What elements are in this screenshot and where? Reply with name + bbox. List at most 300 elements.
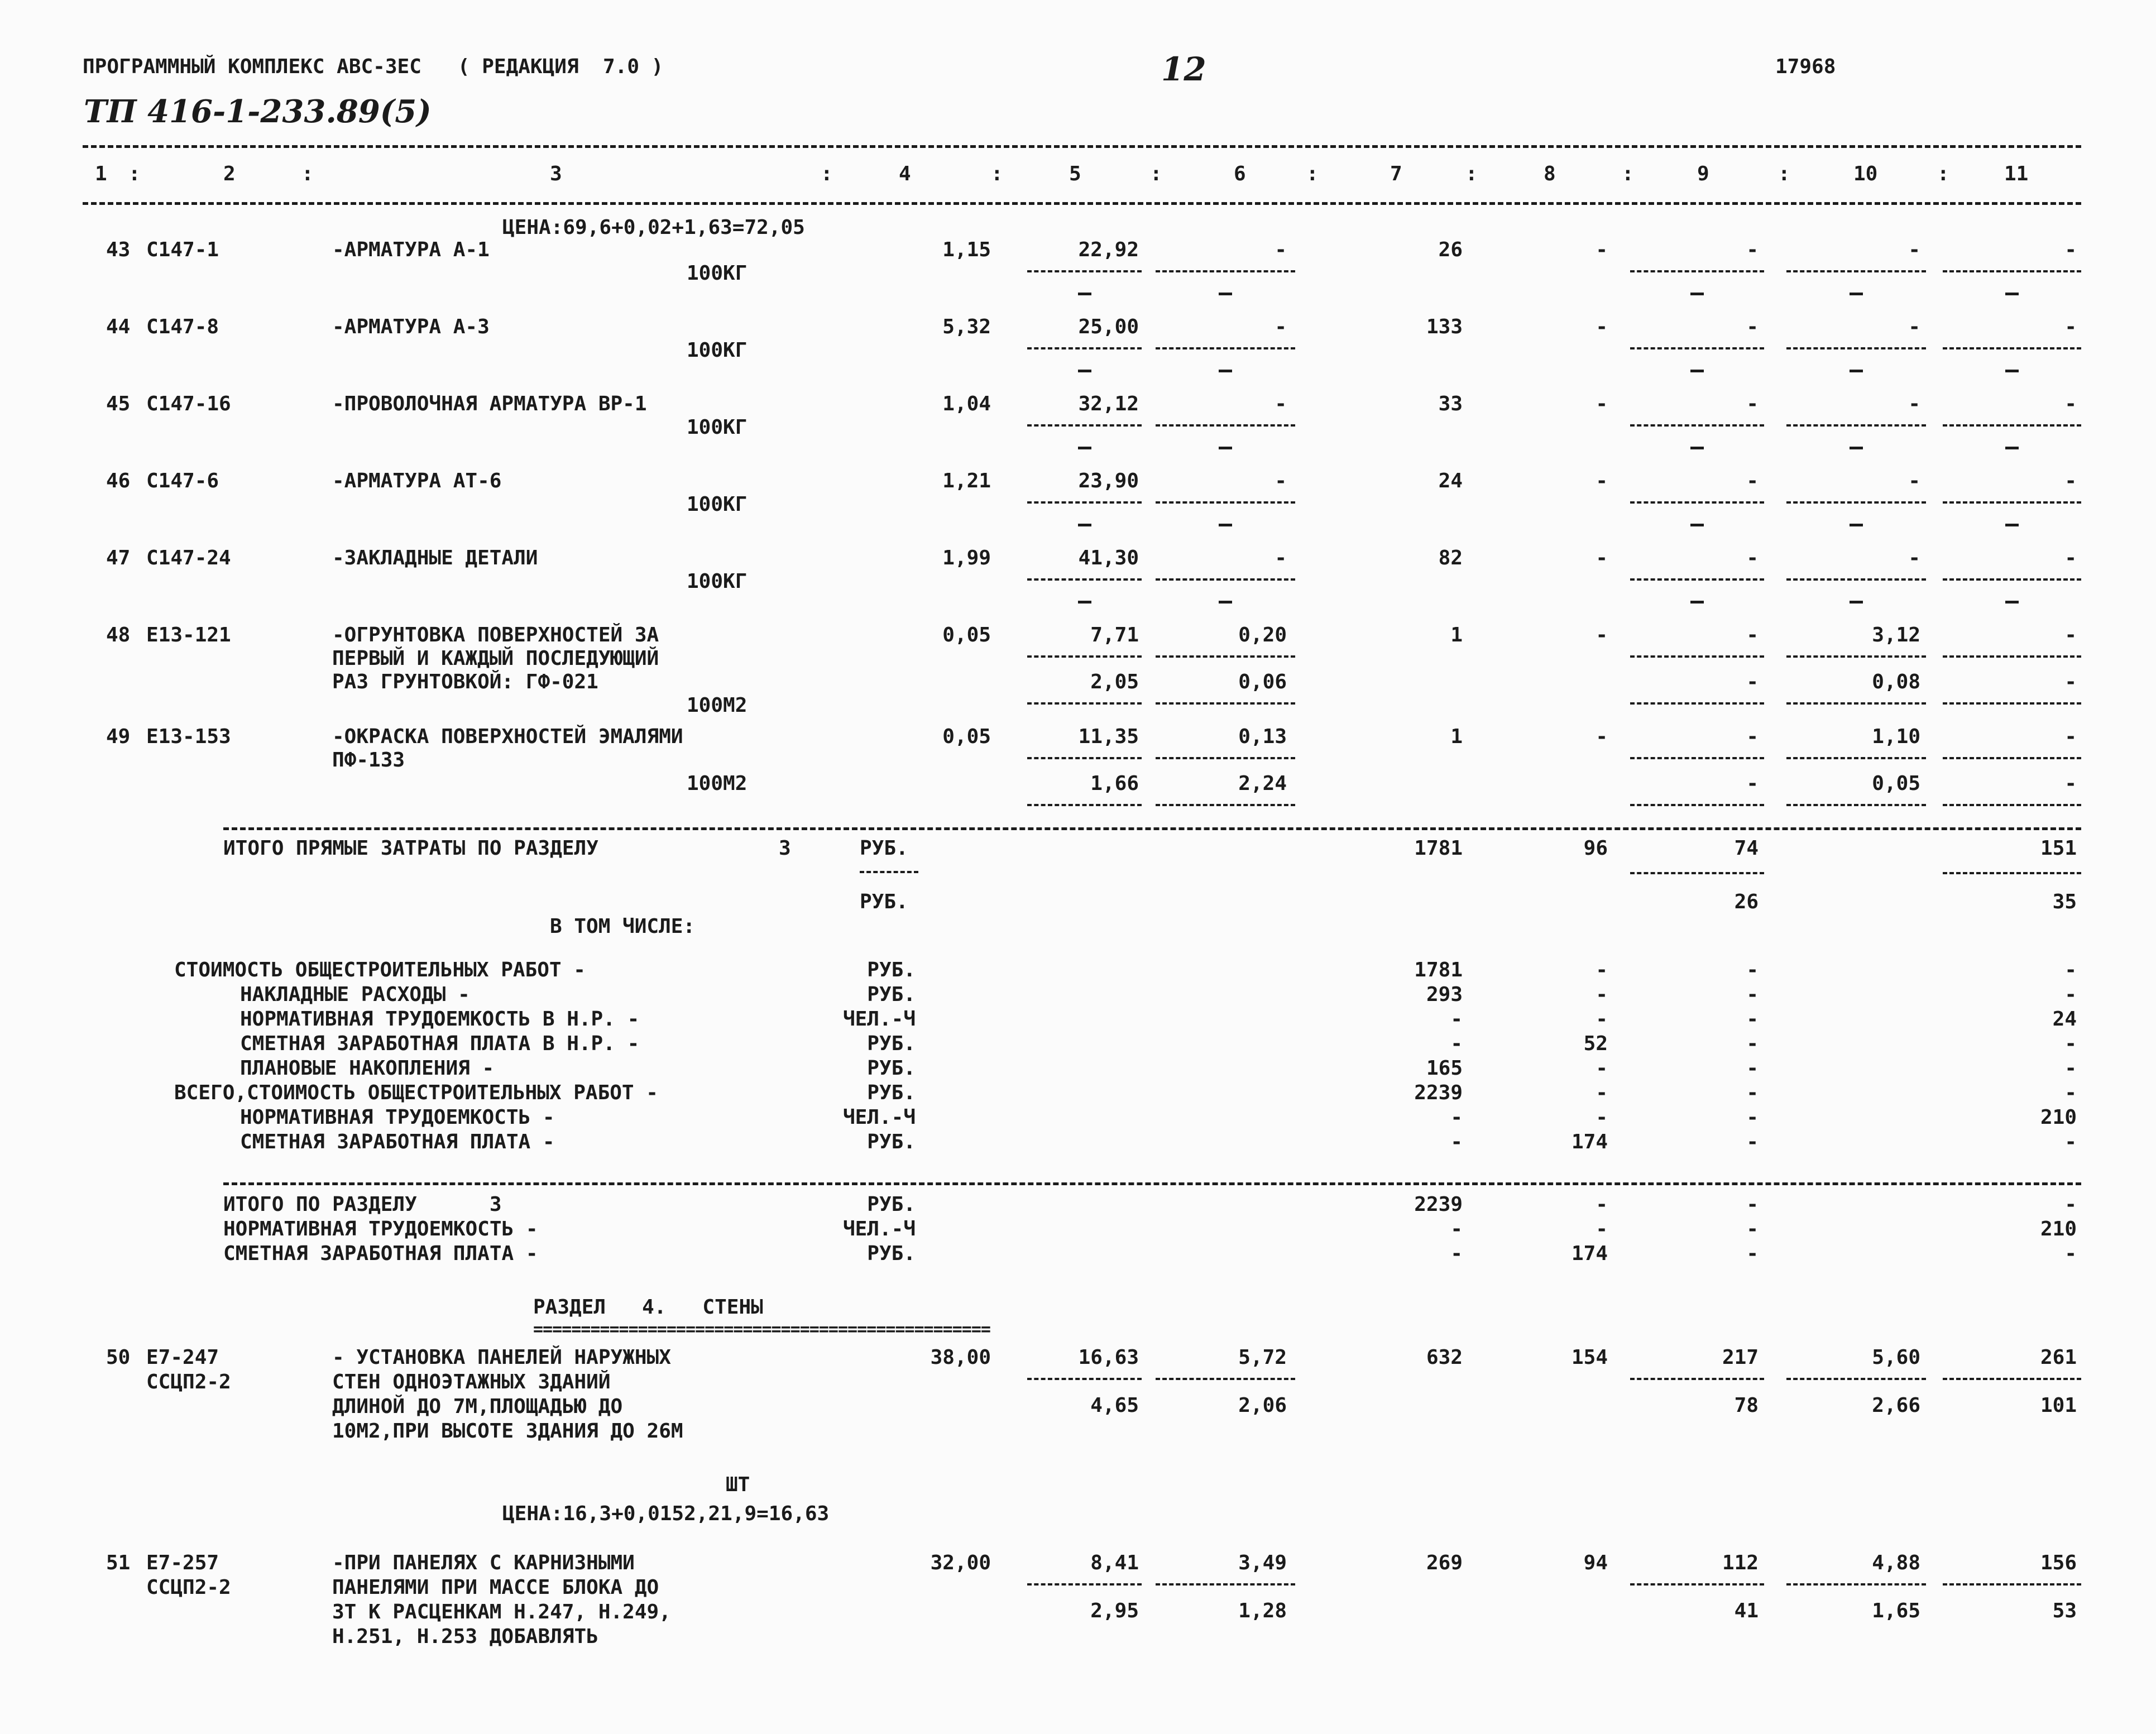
empty-dash [2005, 293, 2019, 295]
item-name: -АРМАТУРА АТ-6 [332, 470, 502, 492]
item-number: 49 [106, 725, 131, 748]
cell-c10b: 2,66 [1872, 1394, 1920, 1417]
cell-c7: 82 [1438, 547, 1463, 569]
cell-c8: - [1596, 238, 1608, 261]
cell-c9: - [1746, 725, 1759, 748]
cell-c11b: - [2064, 670, 2077, 693]
summary-label: ИТОГО ПО РАЗДЕЛУ 3 [223, 1193, 502, 1216]
underline-c9 [1630, 347, 1764, 349]
item-number: 43 [106, 238, 131, 261]
col-sep: : [301, 162, 314, 185]
item-50-unit: ШТ [726, 1473, 750, 1496]
col-2: 2 [223, 162, 236, 185]
cell-c9: - [1746, 624, 1759, 646]
empty-dash [1078, 293, 1091, 295]
summary-c9: - [1746, 983, 1759, 1006]
summary-unit: РУБ. [867, 1057, 916, 1080]
empty-dash [1219, 370, 1232, 372]
document-number: 17968 [1775, 55, 1836, 78]
cell-c5b: 2,05 [1090, 670, 1139, 693]
underline-c9 [1630, 1583, 1764, 1585]
empty-dash [1219, 293, 1232, 295]
summary-c7: 2239 [1414, 1081, 1463, 1104]
cell-c8: - [1596, 547, 1608, 569]
summary-unit: РУБ. [867, 959, 916, 981]
summary-c9: - [1746, 1131, 1759, 1153]
cell-c5: 22,92 [1078, 238, 1139, 261]
underline-c11 [1943, 578, 2081, 581]
summary-c8: - [1596, 1057, 1608, 1080]
item-unit: 100КГ [687, 416, 748, 439]
cell-c5: 23,90 [1078, 470, 1139, 492]
cell-c6: - [1275, 238, 1287, 261]
summary-c8: - [1596, 1106, 1608, 1129]
cell-c5b: 1,66 [1090, 772, 1139, 795]
summary-label: НАКЛАДНЫЕ РАСХОДЫ - [240, 983, 470, 1006]
cell-c9b: 78 [1734, 1394, 1759, 1417]
summary-c11: - [2064, 983, 2077, 1006]
summary-unit: РУБ. [867, 1131, 916, 1153]
cell-c8: 94 [1583, 1551, 1608, 1574]
summary-label: СМЕТНАЯ ЗАРАБОТНАЯ ПЛАТА В Н.Р. - [240, 1032, 640, 1055]
summary-c11: - [2064, 1081, 2077, 1104]
cell-c9b: - [1746, 772, 1759, 795]
underline-c5 [1027, 757, 1142, 759]
item-number: 51 [106, 1551, 131, 1574]
total-direct-section: 3 [779, 837, 791, 860]
item-name: ПЕРВЫЙ И КАЖДЫЙ ПОСЛЕДУЮЩИЙ [332, 647, 659, 670]
empty-dash [1690, 293, 1704, 295]
cell-c9: - [1746, 315, 1759, 338]
cell-qty: 0,05 [942, 624, 991, 646]
item-number: 46 [106, 470, 131, 492]
summary-c7: - [1450, 1008, 1463, 1031]
cell-c6b: 1,28 [1238, 1599, 1287, 1622]
col-1: 1 [95, 162, 107, 185]
item-number: 48 [106, 624, 131, 646]
cell-c5b: 2,95 [1090, 1599, 1139, 1622]
cell-c9: - [1746, 238, 1759, 261]
cell-c9b: 41 [1734, 1599, 1759, 1622]
cell-c11: - [2064, 238, 2077, 261]
summary-c7: 165 [1426, 1057, 1463, 1080]
summary-label: СМЕТНАЯ ЗАРАБОТНАЯ ПЛАТА - [223, 1242, 538, 1265]
summary-c9: - [1746, 959, 1759, 981]
item-name: -ОКРАСКА ПОВЕРХНОСТЕЙ ЭМАЛЯМИ [332, 725, 683, 748]
underline-c10 [1786, 578, 1926, 581]
section-4-underline: ================================================ [533, 1320, 990, 1339]
summary-label: НОРМАТИВНАЯ ТРУДОЕМКОСТЬ - [223, 1218, 538, 1240]
summary-label: НОРМАТИВНАЯ ТРУДОЕМКОСТЬ - [240, 1106, 555, 1129]
cell-c6: 5,72 [1238, 1346, 1287, 1369]
empty-dash [1850, 370, 1863, 372]
underline-c5 [1027, 702, 1142, 705]
section-total-rule [223, 1182, 2081, 1185]
unit-underline [860, 871, 918, 873]
cell-qty: 0,05 [942, 725, 991, 748]
item-code: С147-16 [146, 392, 231, 415]
cell-c7: 33 [1438, 392, 1463, 415]
cell-c6: - [1275, 392, 1287, 415]
underline-c11 [1943, 1583, 2081, 1585]
empty-dash [1219, 601, 1232, 603]
col-6: 6 [1234, 162, 1246, 185]
cell-c11: - [2064, 392, 2077, 415]
summary-c8: 52 [1583, 1032, 1608, 1055]
underline-c9 [1630, 501, 1764, 504]
item-name: РАЗ ГРУНТОВКОЙ: ГФ-021 [332, 670, 598, 693]
summary-unit: ЧЕЛ.-Ч [842, 1106, 916, 1129]
underline-c10 [1786, 757, 1926, 759]
item-name: - УСТАНОВКА ПАНЕЛЕЙ НАРУЖНЫХ [332, 1346, 671, 1369]
summary-unit: РУБ. [867, 1081, 916, 1104]
item-50-price: ЦЕНА:16,3+0,0152,21,9=16,63 [502, 1502, 830, 1525]
col-sep: : [1622, 162, 1634, 185]
cell-qty: 1,15 [942, 238, 991, 261]
cell-c7: 1 [1450, 624, 1463, 646]
underline-c9 [1630, 804, 1764, 806]
underline-c11 [1943, 424, 2081, 427]
cell-c11: - [2064, 470, 2077, 492]
cell-c9b: - [1746, 670, 1759, 693]
cell-c9: 217 [1722, 1346, 1759, 1369]
underline-c11 [1943, 1378, 2081, 1380]
cell-c6: 0,20 [1238, 624, 1287, 646]
summary-c9: - [1746, 1081, 1759, 1104]
underline-c10 [1786, 804, 1926, 806]
col-3: 3 [550, 162, 562, 185]
item-name: -ПРОВОЛОЧНАЯ АРМАТУРА ВР-1 [332, 392, 647, 415]
cell-c10: - [1908, 392, 1920, 415]
underline-c5 [1027, 347, 1142, 349]
empty-dash [1850, 601, 1863, 603]
item-number: 47 [106, 547, 131, 569]
col-sep: : [991, 162, 1003, 185]
header-rule-top [83, 145, 2081, 148]
underline-c5 [1027, 501, 1142, 504]
empty-dash [1850, 524, 1863, 526]
cell-c6b: 2,24 [1238, 772, 1287, 795]
cell-c5: 32,12 [1078, 392, 1139, 415]
total-direct-c9: 74 [1734, 837, 1759, 860]
item-name: 3Т К РАСЦЕНКАМ Н.247, Н.249, [332, 1601, 671, 1623]
cell-c5: 8,41 [1090, 1551, 1139, 1574]
item-unit: 100КГ [687, 339, 748, 362]
item-name: -ПРИ ПАНЕЛЯХ С КАРНИЗНЫМИ [332, 1551, 635, 1574]
underline-c9 [1630, 270, 1764, 272]
underline-c10 [1786, 424, 1926, 427]
summary-c9: - [1746, 1106, 1759, 1129]
summary-unit: РУБ. [867, 1032, 916, 1055]
underline-c5 [1027, 1378, 1142, 1380]
empty-dash [1219, 447, 1232, 449]
header-rule-bottom [83, 202, 2081, 205]
cell-c11b: 53 [2052, 1599, 2077, 1622]
cell-c6b: 0,06 [1238, 670, 1287, 693]
summary-c7: - [1450, 1242, 1463, 1265]
empty-dash [1078, 370, 1091, 372]
underline-c5 [1027, 424, 1142, 427]
item-code: Е7-257 [146, 1551, 219, 1574]
cell-c10: - [1908, 315, 1920, 338]
item-unit: 100КГ [687, 262, 748, 285]
col-sep: : [1937, 162, 1949, 185]
item-name: ДЛИНОЙ ДО 7М,ПЛОЩАДЬЮ ДО [332, 1395, 623, 1418]
total-rule [223, 827, 2081, 830]
c9-underline [1630, 872, 1764, 874]
col-5: 5 [1069, 162, 1081, 185]
cell-c9: 112 [1722, 1551, 1759, 1574]
col-sep: : [1465, 162, 1478, 185]
summary-c8: 174 [1571, 1131, 1608, 1153]
item-code-2: ССЦП2-2 [146, 1576, 231, 1599]
col-sep: : [128, 162, 141, 185]
underline-c11 [1943, 347, 2081, 349]
cell-c10: - [1908, 547, 1920, 569]
cell-c10: - [1908, 470, 1920, 492]
item-name: -ЗАКЛАДНЫЕ ДЕТАЛИ [332, 547, 538, 569]
total-direct-c8: 96 [1583, 837, 1608, 860]
underline-c5 [1027, 270, 1142, 272]
summary-c11: 210 [2040, 1106, 2077, 1129]
cell-c9: - [1746, 392, 1759, 415]
col-10: 10 [1853, 162, 1878, 185]
cell-qty: 1,04 [942, 392, 991, 415]
item-unit: 100М2 [687, 772, 748, 795]
total-direct-c7: 1781 [1414, 837, 1463, 860]
cell-c8: - [1596, 624, 1608, 646]
item-name: СТЕН ОДНОЭТАЖНЫХ ЗДАНИЙ [332, 1371, 611, 1393]
summary-unit: ЧЕЛ.-Ч [842, 1218, 916, 1240]
underline-c6 [1156, 347, 1295, 349]
cell-c9: - [1746, 547, 1759, 569]
cell-c5: 7,71 [1090, 624, 1139, 646]
col-sep: : [1306, 162, 1319, 185]
cell-c6: - [1275, 315, 1287, 338]
summary-c8: - [1596, 1218, 1608, 1240]
empty-dash [1850, 447, 1863, 449]
summary-c7: 293 [1426, 983, 1463, 1006]
underline-c5 [1027, 1583, 1142, 1585]
underline-c11 [1943, 655, 2081, 658]
empty-dash [1690, 524, 1704, 526]
cell-c8: - [1596, 315, 1608, 338]
item-code: Е7-247 [146, 1346, 219, 1369]
summary-c11: - [2064, 1193, 2077, 1216]
section-4-title: РАЗДЕЛ 4. СТЕНЫ [533, 1296, 763, 1319]
program-title: ПРОГРАММНЫЙ КОМПЛЕКС АВС-3ЕС ( РЕДАКЦИЯ 7.0 ) [83, 55, 664, 78]
cell-c11: 261 [2040, 1346, 2077, 1369]
empty-dash [1078, 601, 1091, 603]
empty-dash [1690, 601, 1704, 603]
underline-c6 [1156, 501, 1295, 504]
item-name: ПАНЕЛЯМИ ПРИ МАССЕ БЛОКА ДО [332, 1576, 659, 1599]
cell-c7: 632 [1426, 1346, 1463, 1369]
summary-c9: - [1746, 1032, 1759, 1055]
cell-c6b: 2,06 [1238, 1394, 1287, 1417]
empty-dash [1850, 293, 1863, 295]
cell-c8: - [1596, 392, 1608, 415]
underline-c6 [1156, 757, 1295, 759]
page-number: 12 [1161, 50, 1206, 88]
underline-c6 [1156, 578, 1295, 581]
cell-c11: - [2064, 315, 2077, 338]
project-code: ТП 416-1-233.89(5) [84, 93, 432, 130]
item-unit: 100КГ [687, 570, 748, 593]
total-direct-unit2: РУБ. [860, 890, 908, 913]
cell-c8: - [1596, 725, 1608, 748]
summary-c7: - [1450, 1131, 1463, 1153]
cell-c6: - [1275, 547, 1287, 569]
underline-c6 [1156, 804, 1295, 806]
summary-c11: 210 [2040, 1218, 2077, 1240]
cell-c11: 156 [2040, 1551, 2077, 1574]
cell-c10: 5,60 [1872, 1346, 1920, 1369]
cell-qty: 1,99 [942, 547, 991, 569]
cell-c11b: 101 [2040, 1394, 2077, 1417]
summary-c9: - [1746, 1057, 1759, 1080]
item-name: ПФ-133 [332, 749, 405, 772]
item-name: -АРМАТУРА А-3 [332, 315, 490, 338]
item-code: С147-24 [146, 547, 231, 569]
underline-c6 [1156, 1378, 1295, 1380]
cell-c7: 24 [1438, 470, 1463, 492]
underline-c5 [1027, 804, 1142, 806]
empty-dash [1078, 447, 1091, 449]
col-sep: : [1778, 162, 1790, 185]
summary-label: СТОИМОСТЬ ОБЩЕСТРОИТЕЛЬНЫХ РАБОТ - [174, 959, 586, 981]
cell-c5: 16,63 [1078, 1346, 1139, 1369]
underline-c9 [1630, 757, 1764, 759]
total-direct-c9b: 26 [1734, 890, 1759, 913]
summary-label: ПЛАНОВЫЕ НАКОПЛЕНИЯ - [240, 1057, 495, 1080]
summary-c7: 2239 [1414, 1193, 1463, 1216]
total-direct-c11b: 35 [2052, 890, 2077, 913]
cell-c6: 0,13 [1238, 725, 1287, 748]
item-code: С147-6 [146, 470, 219, 492]
empty-dash [2005, 370, 2019, 372]
summary-c8: - [1596, 959, 1608, 981]
summary-unit: РУБ. [867, 983, 916, 1006]
cell-c11: - [2064, 547, 2077, 569]
summary-c8: - [1596, 983, 1608, 1006]
cell-c11b: - [2064, 772, 2077, 795]
summary-c11: - [2064, 1131, 2077, 1153]
cell-c8: - [1596, 470, 1608, 492]
cell-c6: - [1275, 470, 1287, 492]
cell-c6: 3,49 [1238, 1551, 1287, 1574]
summary-c8: 174 [1571, 1242, 1608, 1265]
cell-c5: 25,00 [1078, 315, 1139, 338]
item-code: С147-8 [146, 315, 219, 338]
col-4: 4 [899, 162, 911, 185]
cell-c8: 154 [1571, 1346, 1608, 1369]
summary-c7: - [1450, 1218, 1463, 1240]
cell-qty: 1,21 [942, 470, 991, 492]
col-sep: : [821, 162, 833, 185]
empty-dash [1078, 524, 1091, 526]
price-formula: ЦЕНА:69,6+0,02+1,63=72,05 [502, 216, 805, 239]
col-9: 9 [1697, 162, 1709, 185]
cell-qty: 38,00 [930, 1346, 991, 1369]
col-sep: : [1150, 162, 1162, 185]
underline-c10 [1786, 1583, 1926, 1585]
summary-c11: - [2064, 1032, 2077, 1055]
underline-c10 [1786, 655, 1926, 658]
cell-c10: 1,10 [1872, 725, 1920, 748]
c11-underline [1943, 872, 2081, 874]
item-unit: 100КГ [687, 493, 748, 516]
col-8: 8 [1544, 162, 1556, 185]
cell-c5b: 4,65 [1090, 1394, 1139, 1417]
cell-c10: 4,88 [1872, 1551, 1920, 1574]
cell-c7: 269 [1426, 1551, 1463, 1574]
summary-c9: - [1746, 1218, 1759, 1240]
summary-unit: РУБ. [867, 1242, 916, 1265]
underline-c11 [1943, 270, 2081, 272]
cell-c10b: 0,05 [1872, 772, 1920, 795]
summary-label: СМЕТНАЯ ЗАРАБОТНАЯ ПЛАТА - [240, 1131, 555, 1153]
total-direct-c11: 151 [2040, 837, 2077, 860]
underline-c10 [1786, 1378, 1926, 1380]
empty-dash [1690, 447, 1704, 449]
cell-c11: - [2064, 725, 2077, 748]
summary-c11: 24 [2052, 1008, 2077, 1031]
underline-c9 [1630, 1378, 1764, 1380]
cell-c10: 3,12 [1872, 624, 1920, 646]
item-name: -АРМАТУРА А-1 [332, 238, 490, 261]
underline-c5 [1027, 578, 1142, 581]
item-code: Е13-153 [146, 725, 231, 748]
cell-c5: 11,35 [1078, 725, 1139, 748]
summary-c8: - [1596, 1081, 1608, 1104]
underline-c10 [1786, 501, 1926, 504]
item-name: Н.251, Н.253 ДОБАВЛЯТЬ [332, 1625, 598, 1648]
underline-c6 [1156, 270, 1295, 272]
total-direct-label: ИТОГО ПРЯМЫЕ ЗАТРАТЫ ПО РАЗДЕЛУ [223, 837, 598, 860]
total-direct-unit: РУБ. [860, 837, 908, 860]
summary-c9: - [1746, 1008, 1759, 1031]
cell-c10: - [1908, 238, 1920, 261]
summary-c11: - [2064, 1242, 2077, 1265]
cell-c5: 41,30 [1078, 547, 1139, 569]
including-label: В ТОМ ЧИСЛЕ: [550, 915, 696, 938]
summary-c7: - [1450, 1032, 1463, 1055]
underline-c10 [1786, 270, 1926, 272]
empty-dash [2005, 447, 2019, 449]
item-unit: 100М2 [687, 694, 748, 717]
empty-dash [1690, 370, 1704, 372]
underline-c11 [1943, 702, 2081, 705]
item-name: 10М2,ПРИ ВЫСОТЕ ЗДАНИЯ ДО 26М [332, 1420, 683, 1443]
item-number: 50 [106, 1346, 131, 1369]
underline-c6 [1156, 1583, 1295, 1585]
summary-c8: - [1596, 1008, 1608, 1031]
item-code: Е13-121 [146, 624, 231, 646]
cell-c7: 1 [1450, 725, 1463, 748]
item-name: -ОГРУНТОВКА ПОВЕРХНОСТЕЙ ЗА [332, 624, 659, 646]
summary-c9: - [1746, 1193, 1759, 1216]
item-number: 45 [106, 392, 131, 415]
underline-c6 [1156, 655, 1295, 658]
underline-c9 [1630, 655, 1764, 658]
summary-c11: - [2064, 1057, 2077, 1080]
summary-c7: - [1450, 1106, 1463, 1129]
cell-c9: - [1746, 470, 1759, 492]
cell-c11: - [2064, 624, 2077, 646]
col-11: 11 [2004, 162, 2029, 185]
summary-unit: ЧЕЛ.-Ч [842, 1008, 916, 1031]
